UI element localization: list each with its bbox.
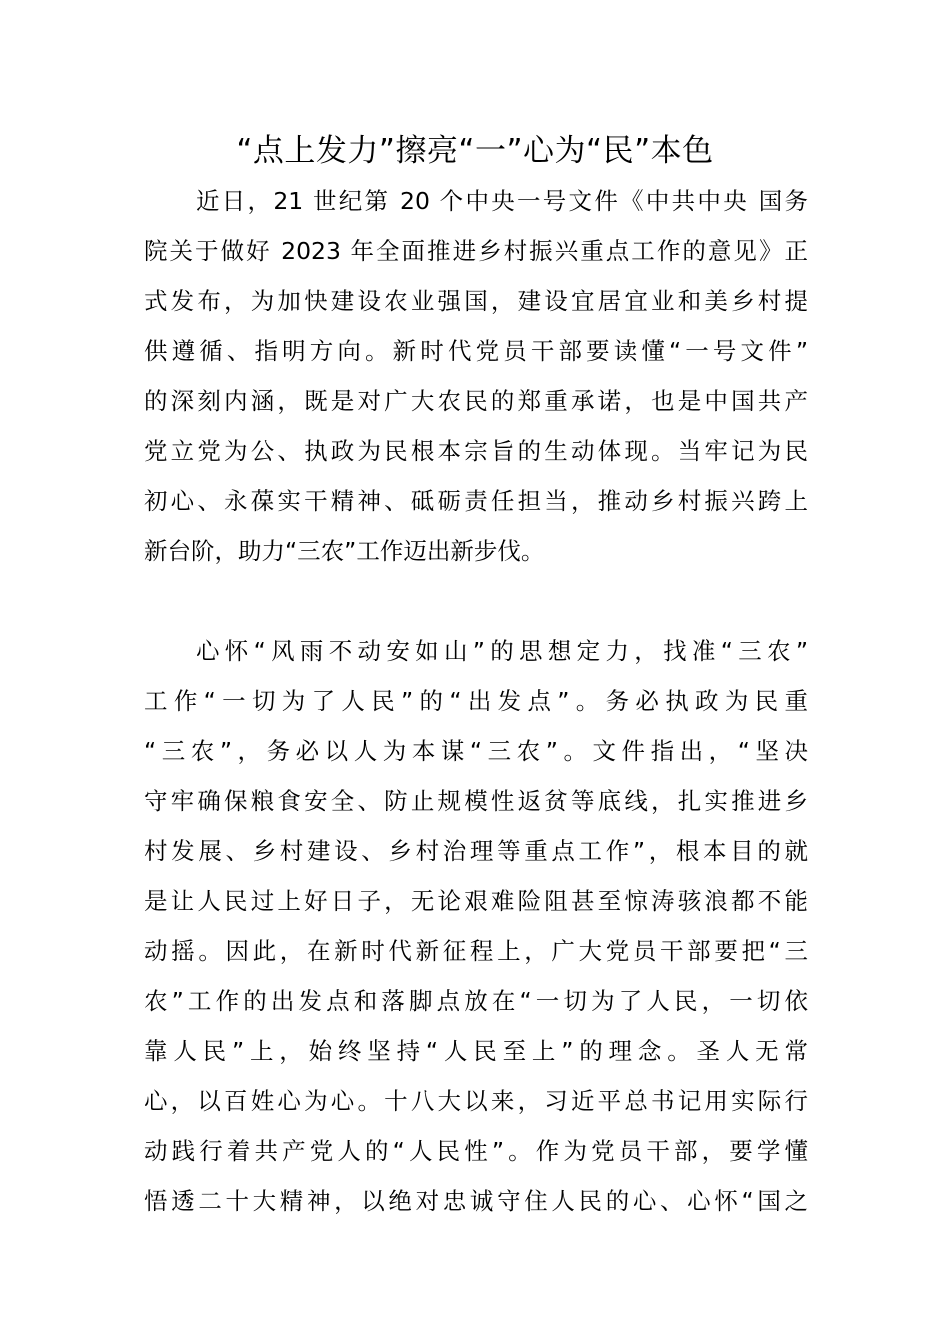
paragraph-2-line-12: 悟透二十大精神，以绝对忠诚守住人民的心、心怀“国之 [144,1187,808,1215]
paragraph-1-line-2: 院关于做好 2023 年全面推进乡村振兴重点工作的意见》正 [144,237,808,265]
paragraph-1-line-5: 的深刻内涵，既是对广大农民的郑重承诺，也是中国共产 [144,387,808,415]
paragraph-2-line-9: 靠人民”上，始终坚持“人民至上”的理念。圣人无常 [144,1037,808,1065]
paragraph-1-line-6: 党立党为公、执政为民根本宗旨的生动体现。当牢记为民 [144,437,808,465]
paragraph-2-line-11: 动践行着共产党人的“人民性”。作为党员干部，要学懂 [144,1137,808,1165]
paragraph-1-line-8: 新台阶，助力“三农”工作迈出新步伐。 [144,537,545,565]
paragraph-1-line-4: 供遵循、指明方向。新时代党员干部要读懂“一号文件” [144,337,808,365]
paragraph-2-line-5: 村发展、乡村建设、乡村治理等重点工作”，根本目的就 [144,837,808,865]
document-title: “点上发力”擦亮“一”心为“民”本色 [236,133,714,169]
paragraph-2-line-10: 心，以百姓心为心。十八大以来，习近平总书记用实际行 [144,1087,808,1115]
paragraph-1-line-1: 近日，21 世纪第 20 个中央一号文件《中共中央 国务 [196,187,808,215]
paragraph-2-line-3: “三农”，务必以人为本谋“三农”。文件指出，“坚决 [144,737,808,765]
paragraph-2-line-4: 守牢确保粮食安全、防止规模性返贫等底线，扎实推进乡 [144,787,808,815]
paragraph-1-line-3: 式发布，为加快建设农业强国，建设宜居宜业和美乡村提 [144,287,808,315]
paragraph-2-line-8: 农”工作的出发点和落脚点放在“一切为了人民，一切依 [144,987,808,1015]
paragraph-2-line-1: 心怀“风雨不动安如山”的思想定力，找准“三农” [196,637,808,665]
paragraph-2-line-2: 工作“一切为了人民”的“出发点”。务必执政为民重 [144,687,808,715]
paragraph-1-line-7: 初心、永葆实干精神、砥砺责任担当，推动乡村振兴跨上 [144,487,808,515]
paragraph-2-line-7: 动摇。因此，在新时代新征程上，广大党员干部要把“三 [144,937,808,965]
paragraph-2-line-6: 是让人民过上好日子，无论艰难险阻甚至惊涛骇浪都不能 [144,887,808,915]
